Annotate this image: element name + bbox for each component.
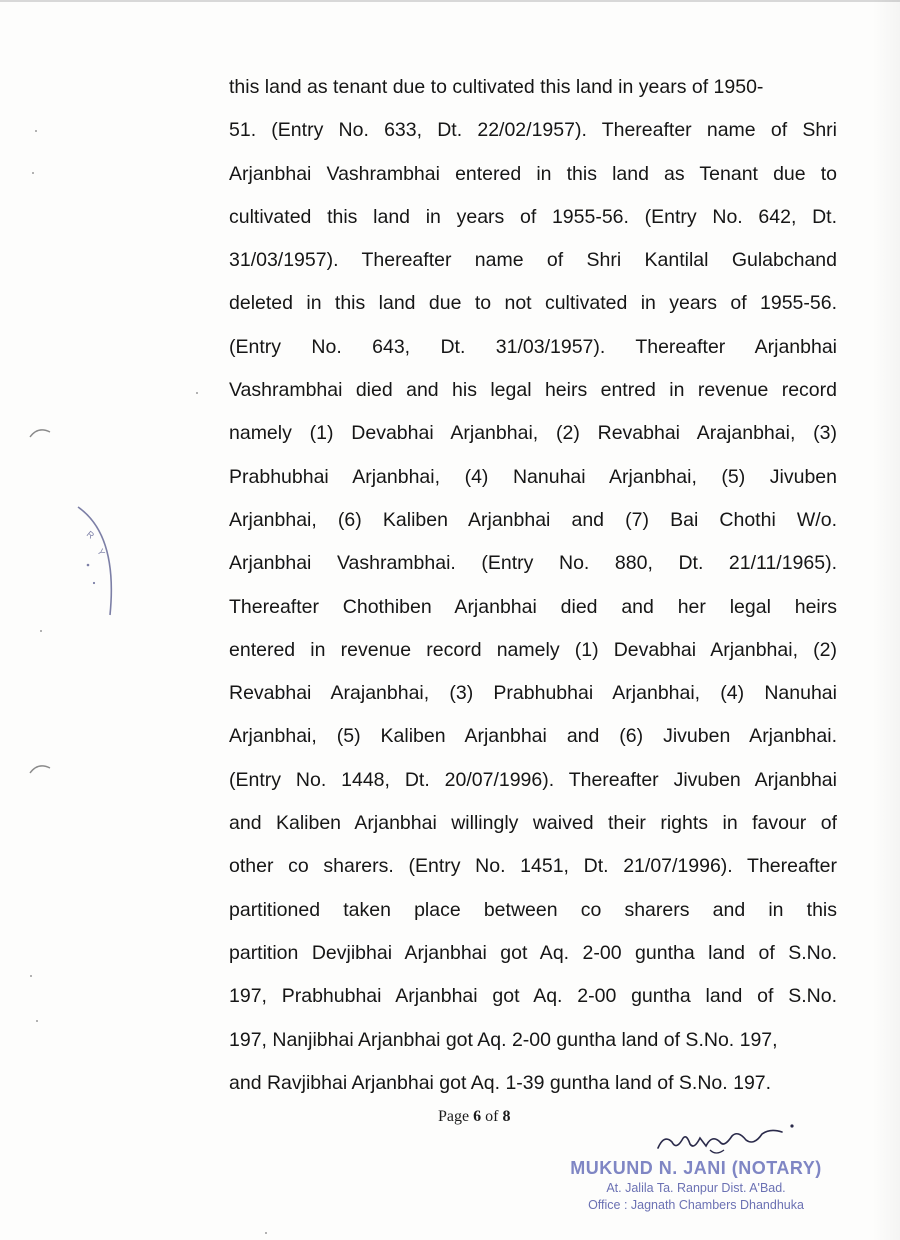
text-line: 51. (Entry No. 633, Dt. 22/02/1957). Thereafter name of Shri <box>229 119 837 142</box>
page-separator: of <box>485 1108 499 1125</box>
text-line: and Ravjibhai Arjanbhai got Aq. 1-39 guntha land of S.No. 197. <box>229 1071 772 1094</box>
punch-hole-mark-upper <box>28 424 54 440</box>
notary-signature <box>650 1120 800 1160</box>
text-line: 197, Prabhubhai Arjanbhai got Aq. 2-00 guntha land of S.No. <box>229 985 837 1008</box>
text-line: Arjanbhai, (5) Kaliben Arjanbhai and (6) Jivuben Arjanbhai. <box>229 725 837 748</box>
text-line: Arjanbhai, (6) Kaliben Arjanbhai and (7) Bai Chothi W/o. <box>229 508 837 531</box>
text-line: Vashrambhai died and his legal heirs entred in revenue record <box>229 379 837 402</box>
text-line: cultivated this land in years of 1955-56. (Entry No. 642, Dt. <box>229 205 837 228</box>
svg-text:R: R <box>84 528 97 541</box>
text-line: this land as tenant due to cultivated this land in years of 1950- <box>229 76 764 98</box>
partial-seal-impression <box>70 505 130 625</box>
document-body <box>229 66 837 1105</box>
text-line: Arjanbhai Vashrambhai. (Entry No. 880, Dt. 21/11/1965). <box>229 552 837 575</box>
page-right-shadow <box>872 0 900 1240</box>
text-line: other co sharers. (Entry No. 1451, Dt. 21/07/1996). Thereafter <box>229 855 837 878</box>
text-line: partition Devjibhai Arjanbhai got Aq. 2-00 guntha land of S.No. <box>229 941 837 964</box>
page-total: 8 <box>502 1108 511 1125</box>
scan-speck <box>196 392 198 394</box>
notary-office: Office : Jagnath Chambers Dhandhuka <box>588 1198 804 1212</box>
text-line: Revabhai Arajanbhai, (3) Prabhubhai Arjanbhai, (4) Nanuhai <box>229 682 837 705</box>
text-line: (Entry No. 1448, Dt. 20/07/1996). Thereafter Jivuben Arjanbhai <box>229 768 837 791</box>
scan-speck <box>36 1020 38 1022</box>
scan-speck <box>32 172 34 174</box>
page-current: 6 <box>473 1108 482 1125</box>
text-line: 31/03/1957). Thereafter name of Shri Kantilal Gulabchand <box>229 249 837 272</box>
text-line: deleted in this land due to not cultivated in years of 1955-56. <box>229 292 837 315</box>
text-line: Thereafter Chothiben Arjanbhai died and her legal heirs <box>229 595 837 618</box>
notary-name: MUKUND N. JANI (NOTARY) <box>570 1158 822 1178</box>
scan-speck <box>30 975 32 977</box>
page-label: Page <box>438 1108 470 1125</box>
text-line: namely (1) Devabhai Arjanbhai, (2) Revabhai Arajanbhai, (3) <box>229 422 837 445</box>
scan-speck <box>35 130 37 132</box>
page-number <box>438 1108 510 1126</box>
text-line: partitioned taken place between co sharers and in this <box>229 898 837 921</box>
scan-speck <box>265 1232 267 1234</box>
notary-stamp <box>566 1156 826 1214</box>
page-top-edge <box>0 0 900 2</box>
text-line: Prabhubhai Arjanbhai, (4) Nanuhai Arjanbhai, (5) Jivuben <box>229 465 837 488</box>
text-line: and Kaliben Arjanbhai willingly waived their rights in favour of <box>229 812 837 835</box>
notary-address: At. Jalila Ta. Ranpur Dist. A'Bad. <box>606 1181 786 1195</box>
text-line: entered in revenue record namely (1) Devabhai Arjanbhai, (2) <box>229 638 837 661</box>
text-line: Arjanbhai Vashrambhai entered in this land as Tenant due to <box>229 162 837 185</box>
text-line: (Entry No. 643, Dt. 31/03/1957). Thereafter Arjanbhai <box>229 335 837 358</box>
svg-text:Y: Y <box>95 547 107 558</box>
punch-hole-mark-lower <box>28 760 54 776</box>
scan-speck <box>40 630 42 632</box>
text-line: 197, Nanjibhai Arjanbhai got Aq. 2-00 guntha land of S.No. 197, <box>229 1028 778 1051</box>
